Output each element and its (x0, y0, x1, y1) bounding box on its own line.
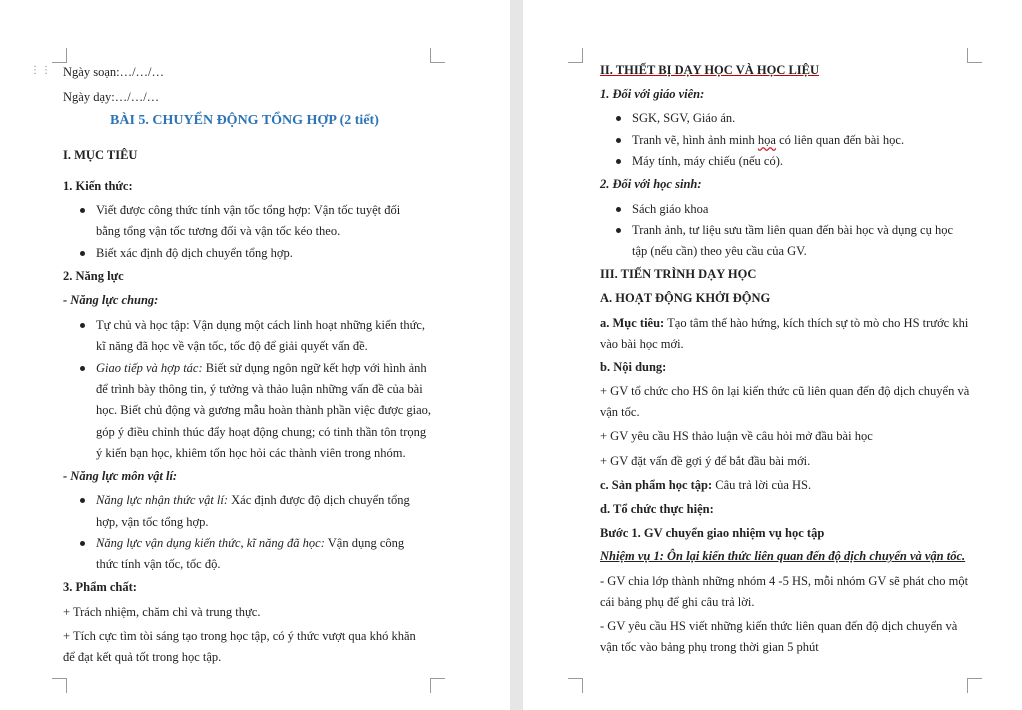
bullet-text: Tự chủ và học tập: Vận dụng một cách linh hoạt những kiến thức, (96, 318, 426, 332)
drag-handle-icon[interactable]: ⋮⋮ (30, 65, 52, 76)
subsection-heading: 2. Đối với học sinh: (600, 177, 702, 191)
spellcheck-word: họa (757, 133, 776, 147)
bullet-item-cont: để trình bày thông tin, ý tưởng và thảo luận những vấn đề của bài (96, 382, 423, 396)
subsection-heading: 3. Phẩm chất: (63, 580, 137, 594)
paragraph-line: + GV yêu cầu HS thảo luận về câu hỏi mở đầu bài học (600, 429, 873, 443)
step-heading: Bước 1. GV chuyển giao nhiệm vụ học tập (600, 526, 825, 540)
bullet-item (632, 153, 783, 169)
crop-mark (568, 48, 583, 63)
bullet-text: Xác định được độ dịch chuyển tổng (228, 493, 410, 507)
bullet-text: Biết xác định độ dịch chuyển tổng hợp. (96, 246, 293, 260)
date-taught: Ngày dạy:…/…/… (63, 90, 160, 104)
paragraph-line: + GV tổ chức cho HS ôn lại kiến thức cũ liên quan đến độ dịch chuyển và (600, 384, 970, 398)
paragraph-line: - GV yêu cầu HS viết những kiến thức liên quan đến độ dịch chuyển và (600, 619, 958, 633)
paragraph-line: để đạt kết quả tốt trong học tập. (63, 650, 222, 664)
bullet-item (96, 202, 400, 218)
bullet-item-cont: hợp, vận tốc tổng hợp. (96, 515, 209, 529)
bullet-item-cont: bằng tổng vận tốc tương đối và vận tốc kéo theo. (96, 224, 341, 238)
paragraph-line: vận tốc. (600, 405, 640, 419)
crop-mark (568, 678, 583, 693)
bullet-item-cont: ý kiến bạn học, khiêm tốn học hỏi các thành viên trong nhóm. (96, 446, 406, 460)
subsection-heading: - Năng lực môn vật lí: (63, 469, 178, 483)
bullet-item (96, 317, 425, 333)
bullet-text: Biết sử dụng ngôn ngữ kết hợp với hình ảnh (202, 361, 427, 375)
crop-mark (52, 678, 67, 693)
paragraph-line: + GV đặt vấn đề gợi ý để bắt đầu bài mới. (600, 454, 811, 468)
bullet-text: Sách giáo khoa (632, 202, 709, 216)
bullet-text: SGK, SGV, Giáo án. (632, 111, 736, 125)
subsection-heading: 1. Kiến thức: (63, 179, 133, 193)
bullet-item (632, 132, 904, 148)
paragraph-line: + Trách nhiệm, chăm chỉ và trung thực. (63, 605, 261, 619)
bullet-text: Máy tính, máy chiếu (nếu có). (632, 154, 783, 168)
subsection-heading: d. Tổ chức thực hiện: (600, 502, 714, 516)
bullet-item-cont: thức tính vận tốc, tốc độ. (96, 557, 221, 571)
bullet-text: Tranh ảnh, tư liệu sưu tầm liên quan đến bài học và dụng cụ học (632, 223, 954, 237)
bullet-lead: Năng lực nhận thức vật lí: (96, 493, 229, 507)
bullet-item (96, 245, 293, 261)
label: a. Mục tiêu: (600, 316, 665, 330)
crop-mark (967, 678, 982, 693)
bullet-item (632, 222, 953, 238)
bullet-text: Viết được công thức tính vận tốc tổng hợp: Vận tốc tuyệt đối (96, 203, 401, 217)
label: c. Sản phẩm học tập: (600, 478, 713, 492)
bullet-item (632, 110, 735, 126)
paragraph-line: vào bài học mới. (600, 337, 684, 351)
bullet-text: có liên quan đến bài học. (775, 133, 905, 147)
page-gutter (510, 0, 523, 710)
bullet-item-cont: học. Biết chủ động và gương mẫu hoàn thành phần việc được giao, (96, 403, 432, 417)
bullet-item-cont: góp ý điều chỉnh thúc đẩy hoạt động chung; có tinh thần tôn trọng (96, 425, 427, 439)
crop-mark (52, 48, 67, 63)
paragraph-line (600, 315, 968, 331)
bullet-item (96, 492, 410, 508)
bullet-item-cont: kĩ năng đã học về vận tốc, tốc độ để giải quyết vấn đề. (96, 339, 368, 353)
crop-mark (430, 678, 445, 693)
paragraph-line: - GV chia lớp thành những nhóm 4 -5 HS, mỗi nhóm GV sẽ phát cho một (600, 574, 969, 588)
document-page-right[interactable] (523, 0, 1022, 710)
bullet-item-cont: tập (nếu cần) theo yêu cầu của GV. (632, 244, 807, 258)
bullet-item (632, 201, 708, 217)
subsection-heading: - Năng lực chung: (63, 293, 159, 307)
crop-mark (967, 48, 982, 63)
subsection-heading: 1. Đối với giáo viên: (600, 87, 705, 101)
bullet-text: Tranh vẽ, hình ảnh minh (632, 133, 758, 147)
task-heading: Nhiệm vụ 1: Ôn lại kiến thức liên quan đến độ dịch chuyển và vận tốc. (600, 549, 966, 563)
date-prepared: Ngày soạn:…/…/… (63, 65, 165, 79)
document-page-left[interactable] (0, 0, 510, 710)
subsection-heading: b. Nội dung: (600, 360, 667, 374)
paragraph-line (600, 477, 811, 493)
lesson-title: BÀI 5. CHUYỂN ĐỘNG TỔNG HỢP (2 tiết) (110, 113, 379, 128)
bullet-lead: Giao tiếp và hợp tác: (96, 361, 203, 375)
text: Tạo tâm thế hào hứng, kích thích sự tò mò cho HS trước khi (664, 316, 969, 330)
bullet-item (96, 535, 404, 551)
bullet-item (96, 360, 427, 376)
section-heading: A. HOẠT ĐỘNG KHỞI ĐỘNG (600, 291, 771, 305)
section-heading: II. THIẾT BỊ DẠY HỌC VÀ HỌC LIỆU (600, 63, 820, 77)
paragraph-line: + Tích cực tìm tòi sáng tạo trong học tập, có ý thức vượt qua khó khăn (63, 629, 416, 643)
bullet-text: Vận dụng công (324, 536, 405, 550)
section-heading: III. TIẾN TRÌNH DẠY HỌC (600, 267, 757, 281)
paragraph-line: vận tốc vào bảng phụ trong thời gian 5 phút (600, 640, 819, 654)
section-heading: I. MỤC TIÊU (63, 148, 138, 162)
subsection-heading: 2. Năng lực (63, 269, 124, 283)
text: Câu trả lời của HS. (712, 478, 812, 492)
crop-mark (430, 48, 445, 63)
bullet-lead: Năng lực vận dụng kiến thức, kĩ năng đã học: (96, 536, 325, 550)
paragraph-line: cái bảng phụ để ghi câu trả lời. (600, 595, 755, 609)
